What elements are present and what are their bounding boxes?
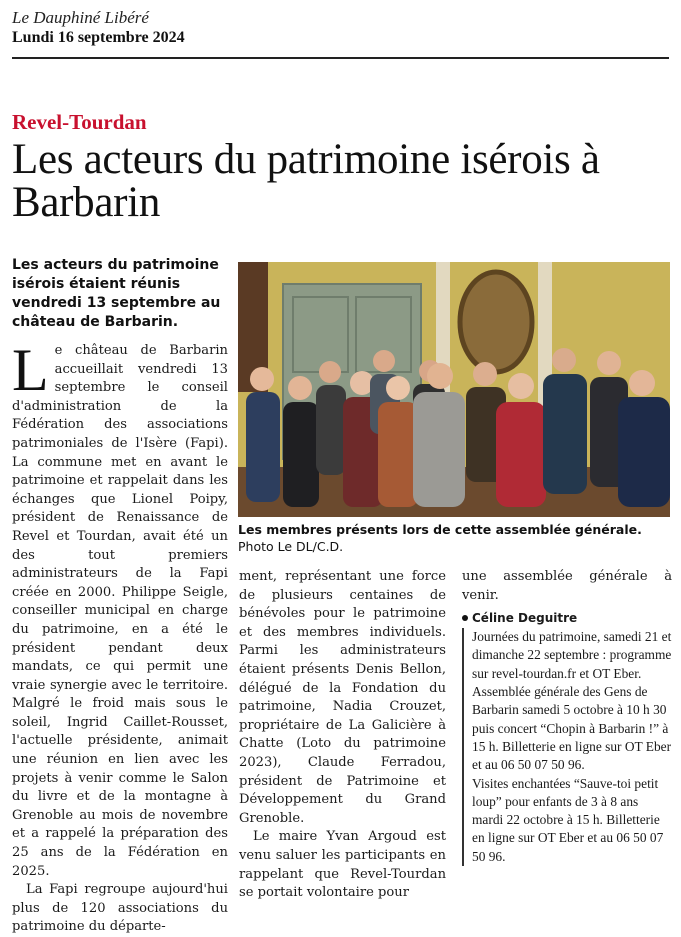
paragraph-1 — [12, 337, 228, 881]
article-column-2 — [239, 568, 446, 903]
masthead — [12, 8, 672, 47]
paragraph-1-text: e château de Barbarin accueillait vendredi 13 septembre le conseil d'administration de la Fédération des associations patrimoniales de l'Isère (Fapi). La commune met en avant le patrimoine et rappelait dans les échanges que Lionel Poipy, président de Renaissance de Revel et Tourdan, avait été un des tout premiers administrateurs de la Fapi créée en 2000. Philippe Seigle, conseiller municipal en charge du patrimoine, en a été le président pendant deux mandats, ce qui permit une vraie synergie avec le territoire. Malgré le froid mais sous le soleil, Ingrid Caillet-Rousset, l'actuelle présidente, animait une réunion en lien avec les projets à venir comme le Salon du livre et de la montagne à Grenoble au mois de novembre et a rappelé la préparation des 25 ans de la Fédération en 2025. — [12, 343, 228, 879]
info-item: Journées du patrimoine, samedi 21 et dimanche 22 septembre : programme sur revel-tourdan.fr et OT Eber. — [472, 629, 672, 681]
article-kicker: Revel-Tourdan — [12, 110, 147, 134]
article-headline: Les acteurs du patrimoine isérois à Barbarin — [12, 136, 600, 226]
practical-info-box — [462, 628, 672, 866]
author-byline — [462, 609, 672, 627]
article-photo — [238, 262, 670, 517]
group-photo-illustration — [238, 262, 670, 517]
newspaper-name: Le Dauphiné Libéré — [12, 8, 149, 27]
publication-date: Lundi 16 septembre 2024 — [12, 29, 185, 46]
bullet-icon — [462, 615, 468, 621]
paragraph-3: ment, représentant une force de plusieurs centaines de bénévoles pour le patrimoine et des membres individuels. Parmi les administrateurs étaient présents Denis Bellon, délégué de la Fondation du patrimoine, Nadia Crouzet, propriétaire de La Galicière à Chatte (Loto du patrimoine 2023), Claude Ferradou, président de Patrimoine et Développement du Grand Grenoble. — [239, 569, 446, 826]
paragraph-5: une assemblée générale à venir. — [462, 569, 672, 603]
photo-mirror — [460, 272, 532, 372]
info-item: Visites enchantées “Sauve-toi petit loup” pour enfants de 3 à 8 ans mardi 22 octobre à 15 h. Billetterie en ligne sur OT Eber et au 06 50 07 50 96. — [472, 775, 664, 864]
paragraph-4: Le maire Yvan Argoud est venu saluer les participants en rappelant que Revel-Tourdan se portait volontaire pour — [239, 829, 446, 901]
photo-credit: Photo Le DL/C.D. — [238, 539, 344, 554]
article-lead: Les acteurs du patrimoine isérois étaient réunis vendredi 13 septembre au château de Barbarin. — [12, 257, 221, 330]
info-item: Assemblée générale des Gens de Barbarin samedi 5 octobre à 10 h 30 puis concert “Chopin à Barbarin !” à 15 h. Billetterie en ligne sur OT Eber et au 06 50 07 50 96. — [472, 684, 672, 773]
article-column-1 — [12, 337, 228, 937]
caption-text: Les membres présents lors de cette assemblée générale. — [238, 522, 642, 537]
author-name: Céline Deguitre — [472, 611, 578, 626]
paragraph-2: La Fapi regroupe aujourd'hui plus de 120 associations du patrimoine du départe- — [12, 882, 228, 935]
masthead-rule — [12, 57, 669, 59]
drop-cap: L — [12, 337, 49, 403]
article-column-3 — [462, 568, 672, 866]
photo-caption — [238, 521, 672, 555]
